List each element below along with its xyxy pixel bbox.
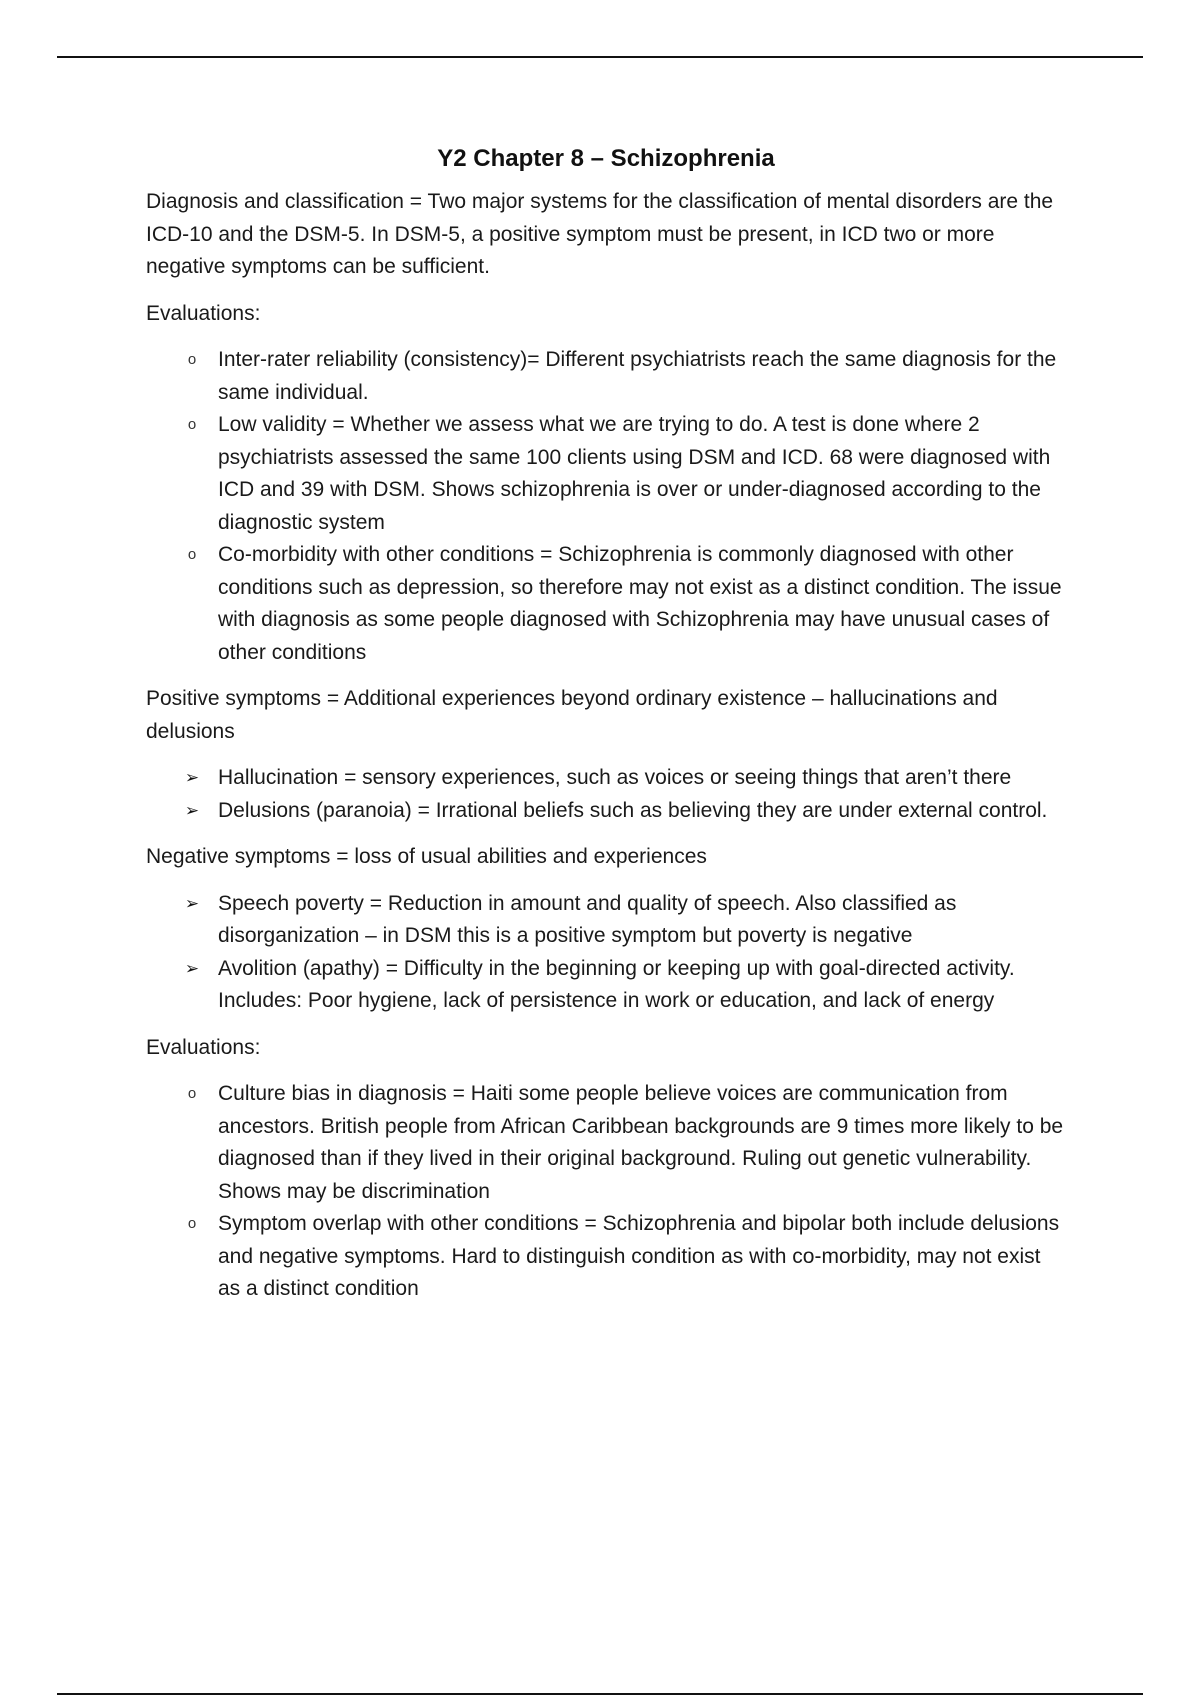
document-body: [146, 142, 1066, 1320]
footer-rule: [57, 1693, 1143, 1695]
arrow-bullet-icon: ➢: [184, 893, 200, 913]
circle-bullet-icon: o: [187, 1085, 197, 1102]
list-item: [146, 539, 1066, 669]
list-item: [146, 1078, 1066, 1208]
negative-symptoms-heading: Negative symptoms = loss of usual abilities and experiences: [146, 845, 707, 868]
list-item-text: Co-morbidity with other conditions = Schizophrenia is commonly diagnosed with other conditions such as depression, so therefore may not exist as a distinct condition. The issue with diagnosis as some people diagnosed with Schizophrenia may have unusual cases of other conditions: [218, 543, 1062, 664]
list-item-text: Speech poverty = Reduction in amount and quality of speech. Also classified as disorganization – in DSM this is a positive symptom but poverty is negative: [218, 891, 957, 947]
intro-paragraph: Diagnosis and classification = Two major systems for the classification of mental disorders are the ICD-10 and the DSM-5. In DSM-5, a positive symptom must be present, in ICD two or more negative symptoms can be sufficient.: [146, 190, 1054, 278]
arrow-bullet-icon: ➢: [184, 800, 200, 820]
arrow-bullet-icon: ➢: [184, 958, 200, 978]
list-item-text: Inter-rater reliability (consistency)= Different psychiatrists reach the same diagnosis for the same individual.: [218, 348, 1057, 404]
header-rule: [57, 56, 1143, 58]
circle-bullet-icon: o: [187, 351, 197, 368]
list-item: [146, 795, 1066, 828]
list-item-text: Avolition (apathy) = Difficulty in the beginning or keeping up with goal-directed activity. Includes: Poor hygiene, lack of persistence in work or education, and lack of energy: [218, 956, 1015, 1012]
circle-bullet-icon: o: [187, 546, 197, 563]
list-item-text: Hallucination = sensory experiences, such as voices or seeing things that aren’t there: [218, 766, 1012, 789]
circle-bullet-icon: o: [187, 416, 197, 433]
page-title: Y2 Chapter 8 – Schizophrenia: [437, 145, 775, 172]
evaluations-list-1: [146, 344, 1066, 669]
arrow-bullet-icon: ➢: [184, 768, 200, 787]
evaluations-label-1: Evaluations:: [146, 301, 261, 325]
evaluations-label-2: Evaluations:: [146, 1035, 261, 1059]
list-item-text: Symptom overlap with other conditions = Schizophrenia and bipolar both include delusions and negative symptoms. Hard to distinguish condition as with co-morbidity, may not exist as a distinct condition: [218, 1212, 1060, 1300]
list-item: [146, 344, 1066, 409]
list-item-text: Delusions (paranoia) = Irrational beliefs such as believing they are under external control.: [218, 798, 1048, 822]
negative-symptoms-list: [146, 888, 1066, 1018]
list-item-text: Low validity = Whether we assess what we are trying to do. A test is done where 2 psychiatrists assessed the same 100 clients using DSM and ICD. 68 were diagnosed with ICD and 39 with DSM. Shows schizophrenia is over or under-diagnosed according to the diagnostic system: [218, 413, 1051, 534]
positive-symptoms-list: [146, 762, 1066, 827]
list-item-text: Culture bias in diagnosis = Haiti some people believe voices are communication from ancestors. British people from African Caribbean backgrounds are 9 times more likely to be diagnosed than if they lived in their original background. Ruling out genetic vulnerability. Shows may be discrimination: [218, 1082, 1064, 1203]
list-item: [146, 762, 1066, 795]
list-item: [146, 409, 1066, 539]
list-item: [146, 888, 1066, 953]
list-item: [146, 953, 1066, 1018]
circle-bullet-icon: o: [187, 1215, 197, 1232]
evaluations-list-2: [146, 1078, 1066, 1306]
list-item: [146, 1208, 1066, 1306]
positive-symptoms-heading: Positive symptoms = Additional experiences beyond ordinary existence – hallucinations and delusions: [146, 687, 998, 743]
